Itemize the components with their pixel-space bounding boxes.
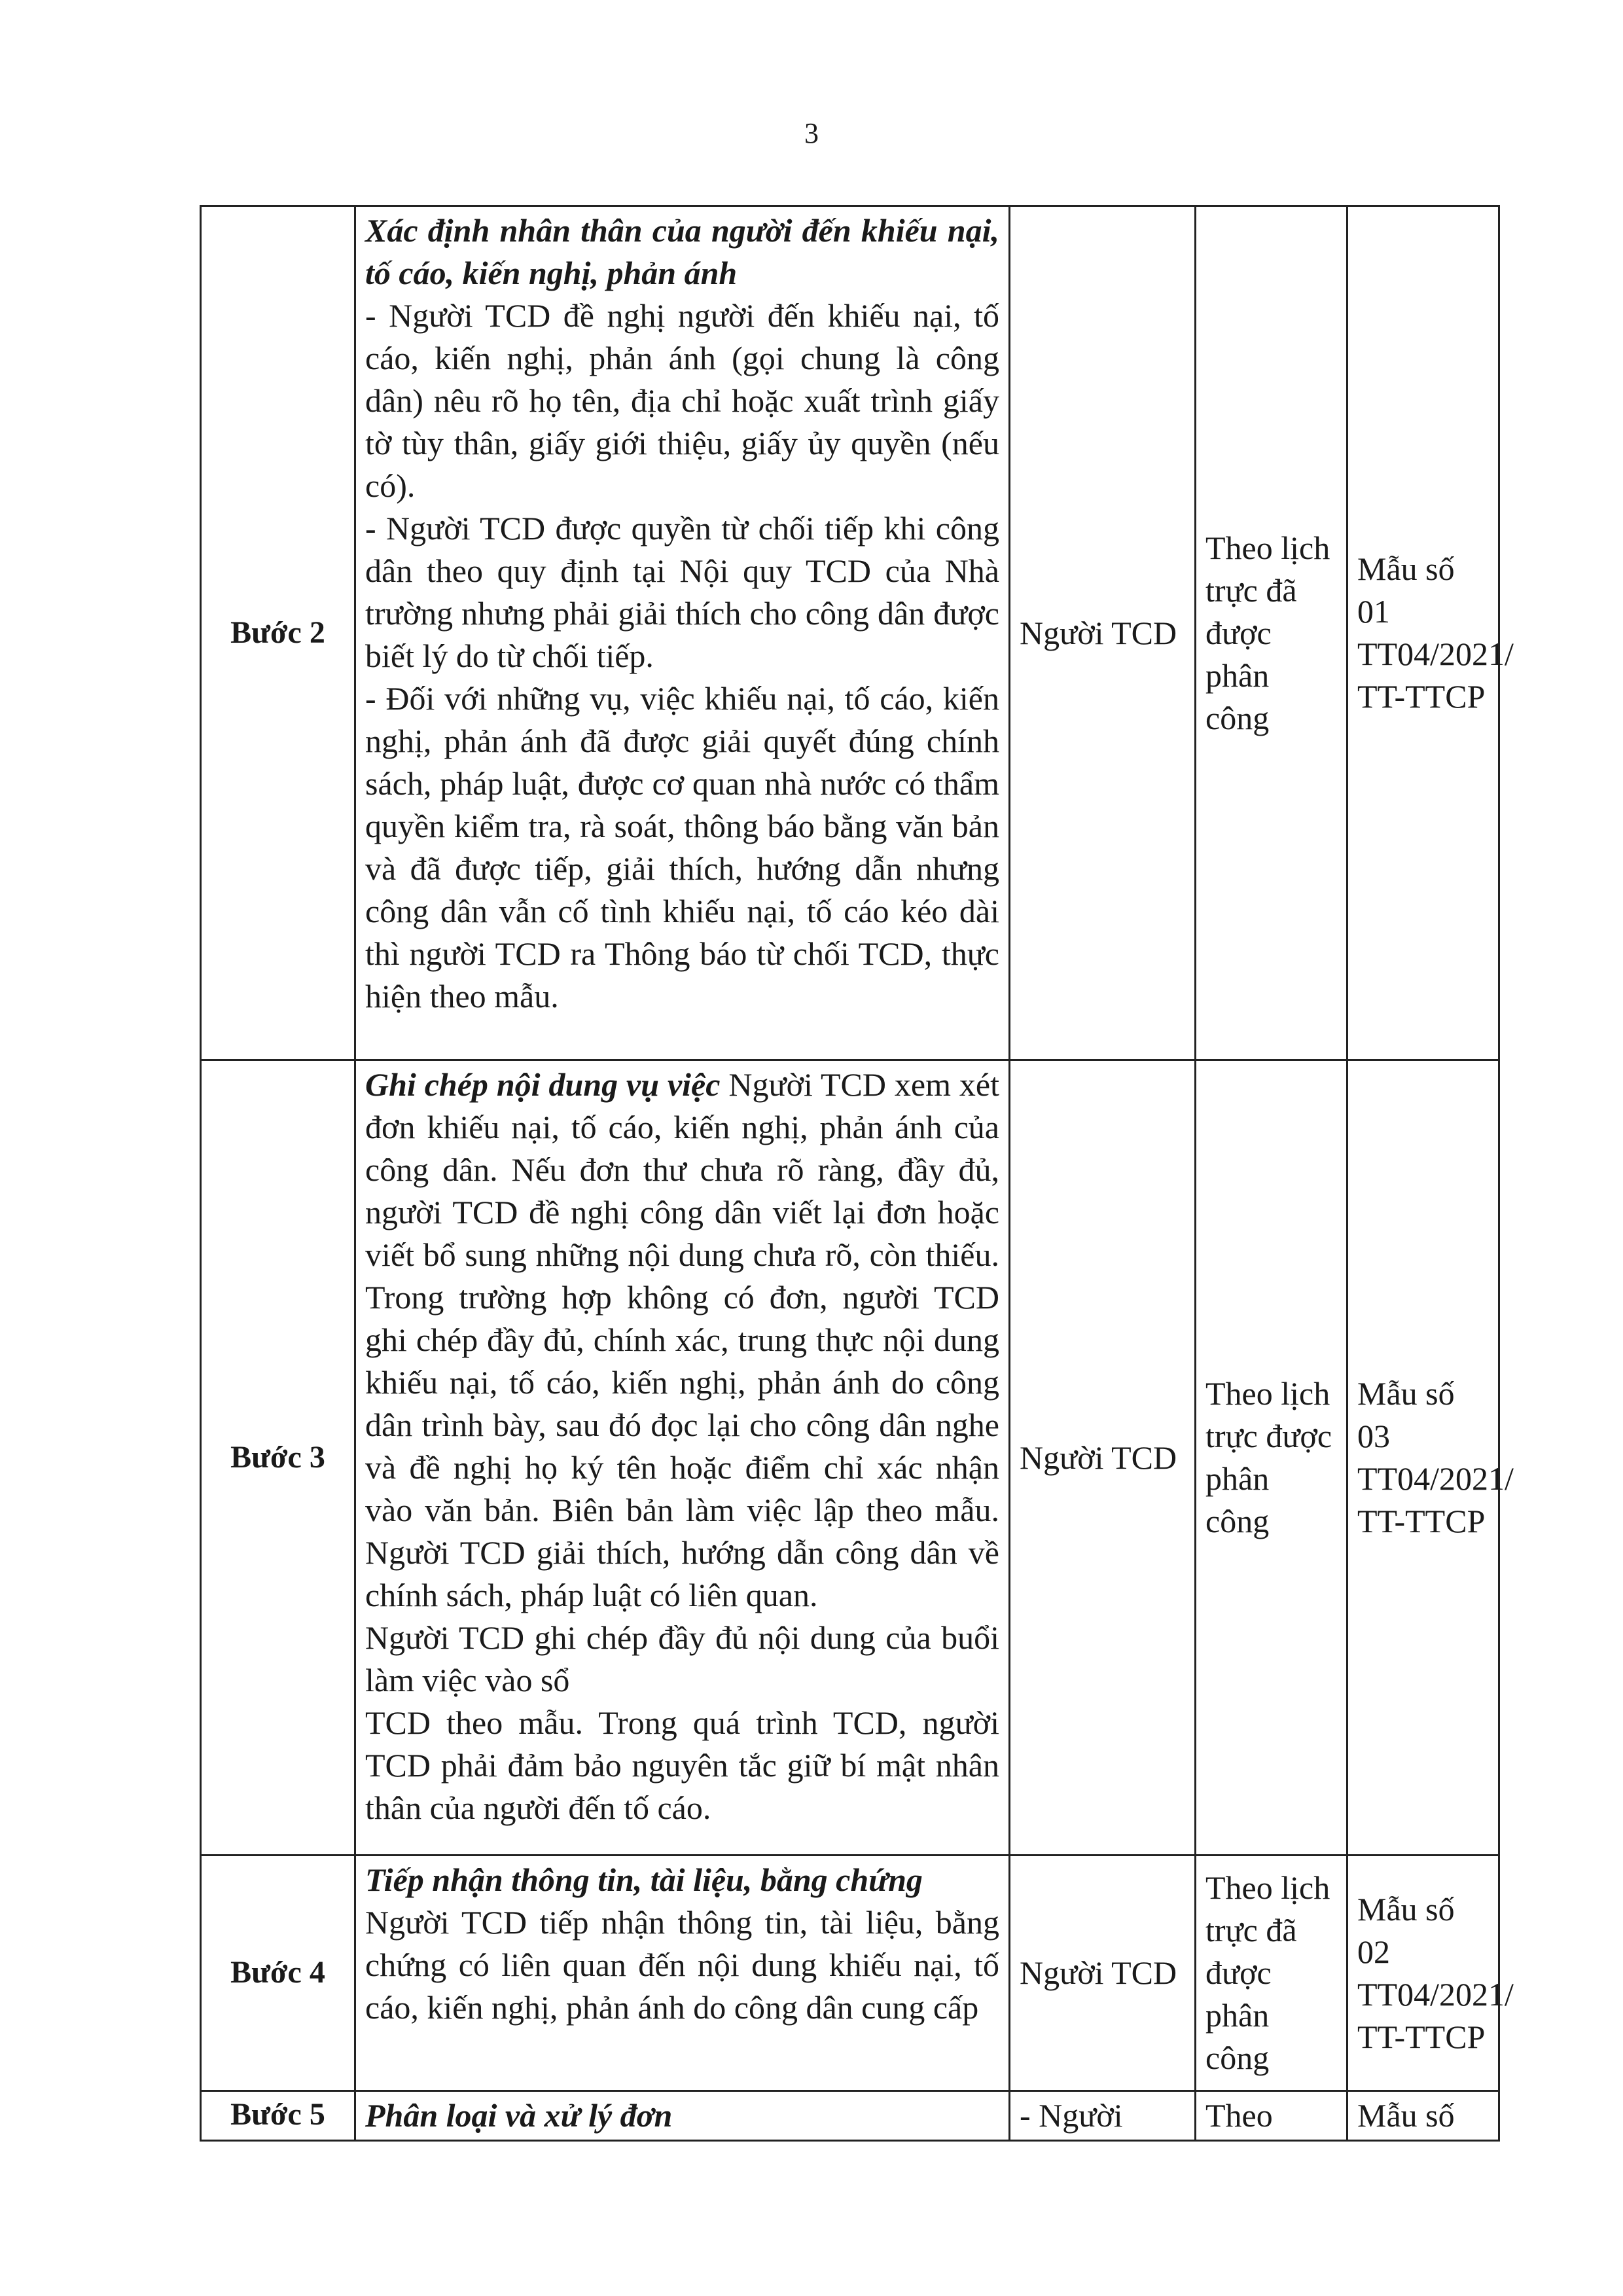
procedure-table (200, 205, 1514, 2142)
content-paragraph: TCD theo mẫu. Trong quá trình TCD, người TCD phải đảm bảo nguyên tắc giữ bí mật nhân thân của người đến tố cáo. (365, 1704, 999, 1826)
step-content (355, 2091, 1010, 2141)
form-cell: Mẫu số 02 TT04/2021/ TT-TTCP (1347, 1856, 1499, 2091)
responsible-cell: - Người (1010, 2091, 1196, 2141)
step-heading: Phân loại và xử lý đơn (365, 2097, 673, 2134)
content-paragraph: - Người TCD đề nghị người đến khiếu nại, tố cáo, kiến nghị, phản ánh (gọi chung là công dân) nêu rõ họ tên, địa chỉ hoặc xuất trình giấy tờ tùy thân, giấy giới thiệu, giấy ủy quyền (nếu có). (365, 297, 999, 504)
content-paragraph (365, 1064, 999, 1617)
step-label: Bước 5 (201, 2091, 355, 2141)
responsible-cell: Người TCD (1010, 1060, 1196, 1856)
time-cell: Theo lịch trực đã được phân công (1196, 206, 1347, 1060)
step-content (355, 206, 1010, 1060)
form-cell: Mẫu số 01 TT04/2021/ TT-TTCP (1347, 206, 1499, 1060)
step-content (355, 1856, 1010, 2091)
content-text: Người TCD xem xét đơn khiếu nại, tố cáo, kiến nghị, phản ánh của công dân. Nếu đơn thư chưa rõ ràng, đầy đủ, người TCD đề nghị công dân viết lại đơn hoặc viết bổ sung những nội dung chưa rõ, còn thiếu. Trong trường hợp không có đơn, người TCD ghi chép đầy đủ, chính xác, trung thực nội dung khiếu nại, tố cáo, kiến nghị, phản ánh do công dân trình bày, sau đó đọc lại cho công dân nghe và đề nghị họ ký tên hoặc điểm chỉ xác nhận vào văn bản. Biên bản làm việc lập theo mẫu. Người TCD giải thích, hướng dẫn công dân về chính sách, pháp luật có liên quan. (365, 1066, 999, 1613)
time-cell: Theo lịch trực được phân công (1196, 1060, 1347, 1856)
page-number: 3 (804, 117, 819, 149)
table-row-step-4 (201, 1856, 1499, 2091)
step-label: Bước 2 (201, 206, 355, 1060)
content-paragraph: - Người TCD được quyền từ chối tiếp khi công dân theo quy định tại Nội quy TCD của Nhà trường nhưng phải giải thích cho công dân được biết lý do từ chối tiếp. (365, 510, 999, 674)
step-label: Bước 4 (201, 1856, 355, 2091)
content-paragraph: Người TCD ghi chép đầy đủ nội dung của buổi làm việc vào sổ (365, 1619, 999, 1698)
table-row-step-2 (201, 206, 1499, 1060)
responsible-cell: Người TCD (1010, 1856, 1196, 2091)
form-cell: Mẫu số 03 TT04/2021/ TT-TTCP (1347, 1060, 1499, 1856)
table-row-step-3 (201, 1060, 1499, 1856)
time-cell: Theo lịch trực đã được phân công (1196, 1856, 1347, 2091)
step-label: Bước 3 (201, 1060, 355, 1856)
step-content (355, 1060, 1010, 1856)
step-heading: Ghi chép nội dung vụ việc (365, 1066, 721, 1103)
table-row-step-5 (201, 2091, 1499, 2141)
responsible-cell: Người TCD (1010, 206, 1196, 1060)
step-heading: Tiếp nhận thông tin, tài liệu, bằng chứng (365, 1861, 923, 1898)
content-paragraph: Người TCD tiếp nhận thông tin, tài liệu, bằng chứng có liên quan đến nội dung khiếu nại, tố cáo, kiến nghị, phản ánh do công dân cung cấp (365, 1904, 999, 2026)
time-cell: Theo (1196, 2091, 1347, 2141)
step-heading: Xác định nhân thân của người đến khiếu nại, tố cáo, kiến nghị, phản ánh (365, 212, 999, 291)
content-paragraph: - Đối với những vụ, việc khiếu nại, tố cáo, kiến nghị, phản ánh đã được giải quyết đúng chính sách, pháp luật, được cơ quan nhà nước có thẩm quyền kiểm tra, rà soát, thông báo bằng văn bản và đã được tiếp, giải thích, hướng dẫn nhưng công dân vẫn cố tình khiếu nại, tố cáo kéo dài thì người TCD ra Thông báo từ chối TCD, thực hiện theo mẫu. (365, 680, 999, 1014)
form-cell: Mẫu số (1347, 2091, 1499, 2141)
